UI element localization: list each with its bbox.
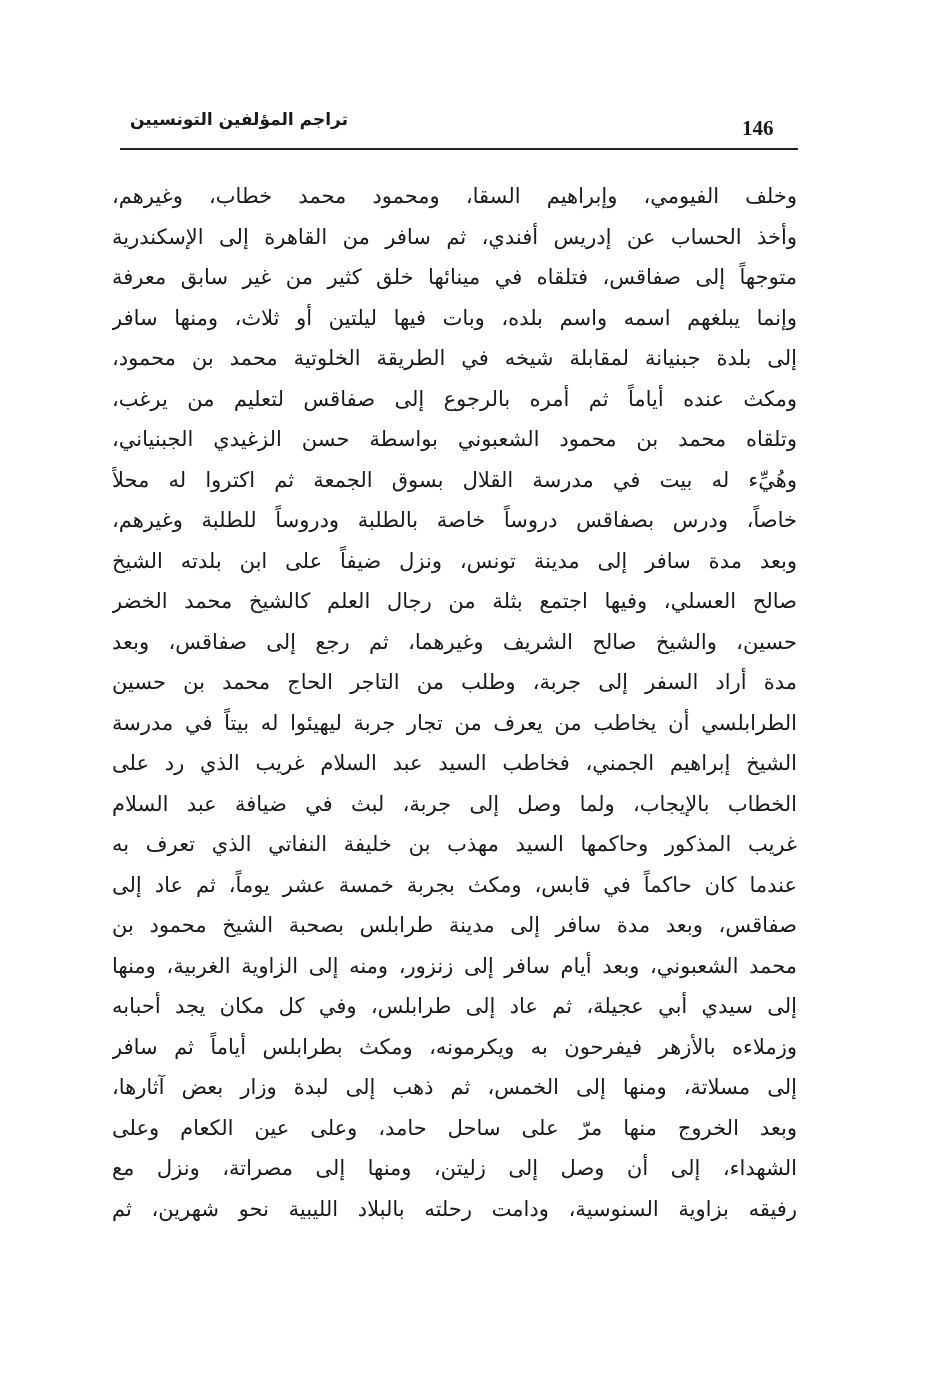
text-line: رفيقه بزاوية السنوسية، ودامت رحلته بالبلاد الليبية نحو شهرين، ثم xyxy=(112,1196,797,1221)
text-line: إلى بلدة جبنيانة لمقابلة شيخه في الطريقة الخلوتية محمد بن محمود، xyxy=(112,346,797,370)
text-line: صالح العسلي، وفيها اجتمع بثلة من رجال العلم كالشيخ محمد الخضر xyxy=(112,589,797,613)
running-title: تراجم المؤلفين التونسيين xyxy=(130,110,348,130)
text-line: وهُيِّء له بيت في مدرسة القلال بسوق الجمعة ثم اكتروا له محلاً xyxy=(112,467,797,492)
text-line: الطرابلسي أن يخاطب من يعرف من تجار جربة ليهيئوا له بيتاً في مدرسة xyxy=(112,710,797,735)
text-line: حسين، والشيخ صالح الشريف وغيرهما، ثم رجع إلى صفاقس، وبعد xyxy=(112,629,797,654)
text-line: وأخذ الحساب عن إدريس أفندي، ثم سافر من القاهرة إلى الإسكندرية xyxy=(112,224,797,249)
text-line: عندما كان حاكماً في قابس، ومكث بجربة خمسة عشر يوماً، ثم عاد إلى xyxy=(112,872,797,897)
text-line: وبعد الخروج منها مرّ على ساحل حامد، وعلى عين الكعام وعلى xyxy=(112,1115,797,1140)
text-line: غريب المذكور وحاكمها السيد مهذب بن خليفة النفاتي الذي تعرف به xyxy=(112,832,797,856)
text-line: مدة أراد السفر إلى جربة، وطلب من التاجر الحاج محمد بن حسين xyxy=(112,670,797,694)
text-line: وبعد مدة سافر إلى مدينة تونس، ونزل ضيفاً على ابن بلدته الشيخ xyxy=(112,548,797,573)
page-number: 146 xyxy=(742,116,774,140)
text-line: الخطاب بالإيجاب، ولما وصل إلى جربة، لبث في ضيافة عبد السلام xyxy=(112,791,797,816)
page-header xyxy=(120,108,798,150)
text-line: الشيخ إبراهيم الجمني، فخاطب السيد عبد السلام غريب الذي رد على xyxy=(112,751,797,775)
text-line: صفاقس، وبعد مدة سافر إلى مدينة طرابلس بصحبة الشيخ محمود بن xyxy=(112,913,797,937)
text-line: إلى مسلاتة، ومنها إلى الخمس، ثم ذهب إلى لبدة وزار بعض آثارها، xyxy=(112,1075,797,1099)
text-line: وتلقاه محمد بن محمود الشعبوني بواسطة حسن الزغيدي الجبنياني، xyxy=(112,427,797,451)
text-line: وإنما يبلغهم اسمه واسم بلده، وبات فيها ليلتين أو ثلاث، ومنها سافر xyxy=(112,305,797,330)
text-line: خاصاً، ودرس بصفاقس دروساً خاصة بالطلبة ودروساً للطلبة وغيرهم، xyxy=(112,508,797,532)
text-line: متوجهاً إلى صفاقس، فتلقاه في مينائها خلق كثير من غير سابق معرفة xyxy=(112,265,797,289)
text-line: وزملاءه بالأزهر فيفرحون به ويكرمونه، ومكث بطرابلس أياماً ثم سافر xyxy=(112,1034,797,1059)
text-line: الشهداء، إلى أن وصل إلى زليتن، ومنها إلى مصراتة، ونزل مع xyxy=(112,1156,797,1180)
body-text xyxy=(112,176,797,1229)
text-line: ومكث عنده أياماً ثم أمره بالرجوع إلى صفاقس لتعليم من يرغب، xyxy=(112,386,797,411)
text-line: إلى سيدي أبي عجيلة، ثم عاد إلى طرابلس، وفي كل مكان يجد أحبابه xyxy=(112,994,797,1018)
text-line: محمد الشعبوني، وبعد أيام سافر إلى زنزور، ومنه إلى الزاوية الغربية، ومنها xyxy=(112,953,797,978)
text-line: وخلف الفيومي، وإبراهيم السقا، ومحمود محمد خطاب، وغيرهم، xyxy=(112,184,797,208)
